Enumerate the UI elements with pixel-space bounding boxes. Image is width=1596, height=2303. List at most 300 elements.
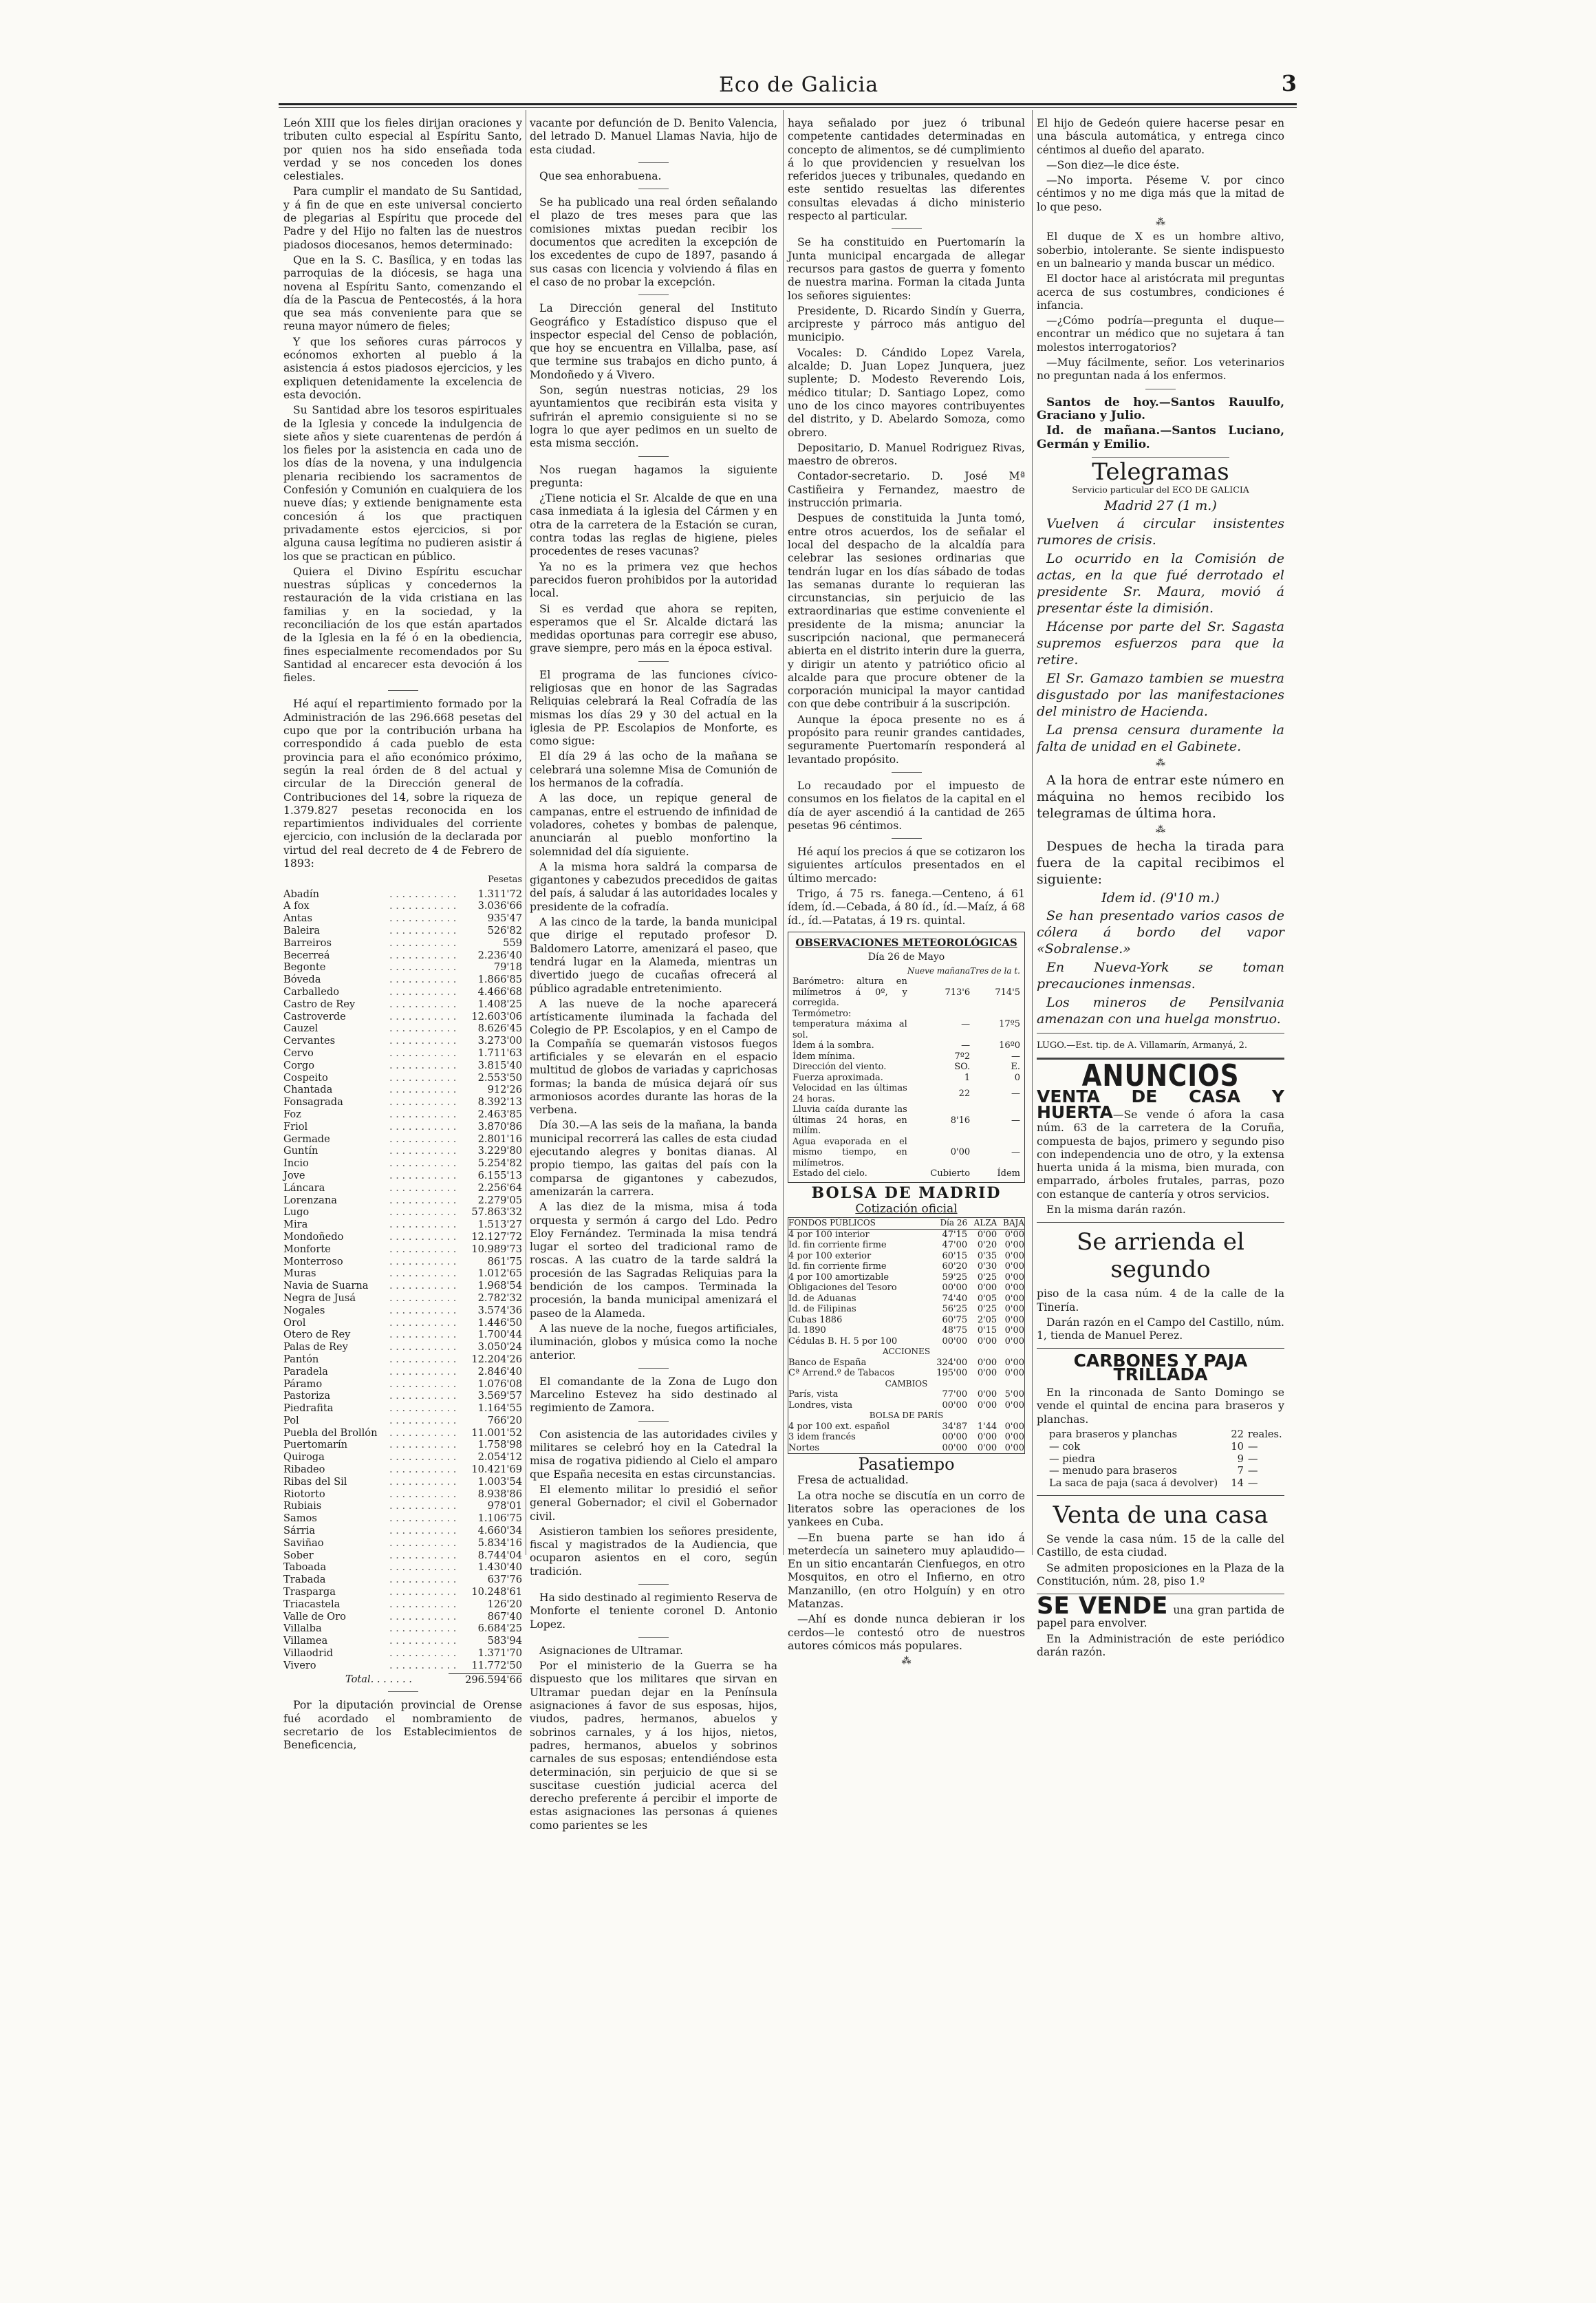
bolsa-label: Londres, vista [788,1400,853,1411]
municipio-name: Otero de Rey [283,1329,351,1341]
bolsa-section-label: CAMBIOS [885,1378,928,1389]
article-paragraph: Asignaciones de Ultramar. [539,1644,684,1657]
bolsa-value: 0'00 [977,1336,998,1347]
ad-text: Se vende la casa núm. 15 de la calle del Castillo, de esta ciudad. [1037,1532,1284,1559]
leader-dots: . . . . . . . . . . . [389,1329,457,1341]
ad-info: En la misma darán razón. [1046,1203,1186,1216]
table-row [1037,1428,1284,1441]
repartimiento-intro: Hé aquí el repartimiento formado por la Administración de las 296.668 pesetas del cupo que por la contribución urbana ha correspondido á cada pueblo de esta provincia para el año económico próximo, según la real órden de 8 del actual y circular de la Dirección general de Contribuciones del 14, sobre la riqueza de 1.379.827 pesetas reconocida en los repartimientos individuales del corriente ejercicio, con inclusión de la declarada por virtud del real decreto de 4 de Febrero de 1893: [283,698,522,870]
municipio-name: Ribas del Sil [283,1475,347,1488]
table-row [792,1062,1020,1073]
table-row [283,950,522,962]
table-row [283,1305,522,1317]
section-divider [388,1691,418,1692]
weather-label: Ídem mínima. [792,1051,855,1062]
table-row [283,998,522,1011]
municipio-amount: 3.050'24 [477,1341,522,1353]
bolsa-label: Nortes [788,1442,820,1453]
municipio-amount: 3.273'00 [477,1035,522,1047]
article-paragraph: Trigo, á 75 rs. fanega.—Centeno, á 61 ídem, íd.—Cebada, á 80 íd., íd.—Maíz, á 68 íd., íd.—Patatas, á 19 rs. quintal. [788,888,1025,927]
section-divider [638,661,669,662]
article-paragraph: Lo recaudado por el impuesto de consumos en los fielatos de la capital en el día de ayer ascendió á la cantidad de 265 pesetas 96 céntimos. [788,779,1025,832]
leader-dots: . . . . . . . . . . . [389,1451,457,1464]
bolsa-value: 00'00 [942,1400,968,1411]
article-paragraph: Presidente, D. Ricardo Sindín y Guerra, arcipreste y párroco más antiguo del municipio. [788,304,1025,344]
table-row [283,925,522,937]
leader-dots: . . . . . . . . . . . [389,1512,457,1525]
weather-table [792,966,1020,1179]
table-row [283,1353,522,1366]
ad-se-vende [1037,1592,1284,1659]
bolsa-value: 0'00 [1004,1432,1024,1443]
table-row [792,1051,1020,1062]
telegram-text: Se han presentado varios casos de cólera á bordo del vapor «Sobralense.» [1037,908,1284,957]
article-paragraph: Para cumplir el mandato de Su Santidad, y á fin de que en este universal concierto de plegarias al Espíritu que procede del Padre y del Hijo no falten las de nuestros piadosos diocesanos, hemos determinado: [283,185,522,251]
table-row [283,1561,522,1574]
table-row [283,1488,522,1501]
section-divider [892,838,922,839]
municipio-amount: 10.989'73 [471,1243,522,1255]
telegram-note: A la hora de entrar este número en máquina no hemos recibido los telegramas de última hora. [1037,772,1284,821]
bolsa-value: 0'05 [977,1293,998,1304]
table-row [283,1108,522,1121]
telegram-text: Lo ocurrido en la Comisión de actas, en la que fué derrotado el presidente Sr. Maura, movió á presentar éste la dimisión. [1037,551,1284,617]
article-paragraph: Nos ruegan hagamos la siguiente pregunta: [530,463,777,489]
section-divider [1037,1495,1284,1496]
bolsa-value: 0'00 [977,1442,998,1453]
weather-afternoon: — [1011,1088,1020,1099]
municipio-amount: 1.513'27 [477,1219,522,1231]
article-paragraph: Son, según nuestras noticias, 29 los ayuntamientos que recibirán esta visita y sufrirán el apremio consiguiente si no se logra lo que ayer pedimos en un suelto de esta misma sección. [530,384,777,450]
table-row [792,1073,1020,1084]
table-row [283,1598,522,1611]
weather-col-afternoon: Tres de la t. [970,965,1020,976]
bolsa-value: 0'00 [1004,1229,1024,1240]
ad-heading: Venta de una casa [1053,1501,1269,1529]
leader-dots: . . . . . . . . . . . [389,1255,457,1267]
municipio-name: Barreiros [283,936,332,949]
municipio-amount: 2.256'64 [477,1181,522,1194]
leader-dots: . . . . . . . . . . . [389,1635,457,1647]
leader-dots: . . . . . . . . . . . [389,1475,457,1488]
municipio-name: Guntín [283,1145,319,1157]
municipio-name: Mira [283,1219,308,1231]
article-paragraph: El día 29 á las ocho de la mañana se celebrará una solemne Misa de Comunión de los hermanos de la cofradía. [530,750,777,790]
leader-dots: . . . . . . . . . . . [389,1108,457,1120]
bolsa-value: 0'00 [977,1368,998,1379]
article-paragraph: Asistieron tambien los señores presidente, fiscal y magistrados de la Audiencia, que ocuparon asientos en el coro, según tradición. [530,1525,777,1578]
price-value: 22 [1231,1428,1244,1440]
pasatiempo-title: Pasatiempo [858,1455,955,1475]
table-row [283,1550,522,1562]
weather-afternoon: — [1011,1147,1020,1158]
bolsa-value: 0'15 [977,1325,998,1336]
bolsa-value: 0'00 [1004,1304,1024,1315]
telegram-text: La prensa censura duramente la falta de unidad en el Gabinete. [1037,722,1284,755]
bolsa-label: Id. fin corriente firme [788,1261,887,1272]
table-row [283,1574,522,1586]
municipio-name: Rubiais [283,1500,322,1512]
bolsa-value: 1'44 [977,1421,998,1432]
ad-venta-casa [1037,1501,1284,1588]
municipio-name: Castro de Rey [283,998,356,1010]
municipio-amount: 2.553'50 [477,1071,522,1084]
municipio-amount: 978'01 [487,1500,522,1512]
bolsa-column-header: BAJA [997,1218,1024,1230]
municipio-amount: 1.012'65 [477,1267,522,1280]
weather-label: Estado del cielo. [792,1168,867,1179]
table-row [788,1218,1025,1230]
column-divider [1032,110,1033,1555]
municipio-name: Villamea [283,1635,328,1647]
telegram-text: El Sr. Gamazo tambien se muestra disgustado por las manifestaciones del ministro de Hacienda. [1037,671,1284,720]
bolsa-label: París, vista [788,1389,839,1400]
weather-label: Barómetro: altura en milímetros á 0º, y corregida. [792,976,907,1009]
article-paragraph: El comandante de la Zona de Lugo don Marcelino Estevez ha sido destinado al regimiento de Zamora. [530,1375,777,1415]
bolsa-table [788,1217,1025,1454]
article-paragraph: Si es verdad que ahora se repiten, esperamos que el Sr. Alcalde dictará las medidas oportunas para corregir ese abuso, grave siempre, pero más en la época estival. [530,602,777,655]
table-row [283,1525,522,1537]
bolsa-label: Cédulas B. H. 5 por 100 [788,1336,898,1347]
leader-dots: . . . . . . . . . . . [389,1096,457,1108]
leader-dots: . . . . . . . . . . . [389,1010,457,1022]
section-divider [1037,1222,1284,1223]
bolsa-value: 0'35 [977,1250,998,1261]
bolsa-label: Id. de Aduanas [788,1293,856,1304]
leader-dots: . . . . . . . . . . . [389,1610,457,1622]
article-paragraph: Vocales: D. Cándido Lopez Varela, alcalde; D. Juan Lopez Junquera, juez suplente; D. Modesto Reverendo Lois, médico titular; D. Santiago Lopez, como uno de los cinco mayores contribuyentes del distrito, y D. Abelardo Somoza, como obrero. [788,346,1025,439]
table-row [283,1439,522,1451]
table-row [283,1047,522,1060]
bolsa-value: 48'75 [942,1325,968,1336]
leader-dots: . . . . . . . . . . . [389,1022,457,1035]
bolsa-value: 0'25 [977,1304,998,1315]
municipio-name: Muras [283,1267,316,1280]
table-row [283,1292,522,1305]
bolsa-value: 56'25 [942,1304,968,1315]
article-paragraph: Por la diputación provincial de Orense fué acordado el nombramiento de secretario de los Establecimientos de Beneficencia, [283,1699,522,1752]
municipio-amount: 10.248'61 [471,1586,522,1598]
price-item: — piedra [1049,1453,1095,1465]
section-divider [638,294,669,295]
municipio-name: Taboada [283,1561,327,1574]
bolsa-value: 324'00 [936,1357,968,1368]
leader-dots: . . . . . . . . . . . [389,974,457,986]
table-row [788,1251,1025,1262]
leader-dots: . . . . . . . . . . . [389,1169,457,1181]
leader-dots: . . . . . . . . . . . [389,1194,457,1206]
section-divider [638,162,669,163]
municipio-amount: 583'94 [487,1635,522,1647]
municipio-name: Becerreá [283,949,330,961]
table-row [283,1402,522,1415]
bolsa-value: 74'40 [942,1293,968,1304]
municipio-name: Sober [283,1549,314,1561]
bolsa-value: 0'00 [1004,1421,1024,1432]
municipio-amount: 12.127'72 [471,1230,522,1243]
table-row [283,1378,522,1391]
article-paragraph: haya señalado por juez ó tribunal competente cantidades determinadas en concepto de alimentos, se dé cumplimiento á lo que providencien y resuelvan los referidos jueces y tribunales, quedando en este sentido resueltas las diferentes consultas elevadas á dicho ministerio respecto al particular. [788,117,1025,223]
article-paragraph: León XIII que los fieles dirijan oraciones y tributen culto especial al Espíritu Santo, por quien nos ha sido enseñada toda verdad y se nos conceden los dones celestiales. [283,117,522,183]
municipio-name: Puertomarín [283,1439,348,1451]
bolsa-label: 3 idem francés [788,1432,856,1443]
municipio-amount: 5.834'16 [477,1536,522,1549]
table-row [788,1358,1025,1369]
leader-dots: . . . . . . . . . . . [389,1206,457,1219]
bolsa-value: 0'00 [1004,1400,1024,1411]
bolsa-value: 00'00 [942,1432,968,1443]
telegram-text: Vuelven á circular insistentes rumores de crisis. [1037,516,1284,548]
weather-morning: 8'16 [950,1115,971,1126]
municipio-name: Pantón [283,1353,319,1365]
article-paragraph: Contador-secretario. D. José Mª Castiñeira y Fernandez, maestro de instrucción primaria. [788,470,1025,510]
municipio-name: Castroverde [283,1010,346,1022]
municipio-name: Samos [283,1512,317,1525]
table-row [283,912,522,925]
municipio-amount: 6.684'25 [477,1622,522,1635]
leader-dots: . . . . . . . . . . . [389,1120,457,1133]
weather-label: Lluvia caída durante las últimas 24 horas, en milím. [792,1104,907,1137]
weather-afternoon: 714'5 [995,987,1020,998]
table-row [788,1379,1025,1390]
municipio-amount: 12.204'26 [471,1353,522,1365]
municipio-name: Foz [283,1108,301,1120]
weather-afternoon: E. [1011,1062,1020,1073]
municipio-name: Lorenzana [283,1194,337,1206]
section-divider [638,1637,669,1638]
newspaper-title: Eco de Galicia [719,73,879,97]
municipio-amount: 1.866'85 [477,974,522,986]
weather-label: Fuerza aproximada. [792,1072,883,1083]
municipio-amount: 766'20 [487,1414,522,1426]
bolsa-value: 0'00 [1004,1325,1024,1336]
leader-dots: . . . . . . . . . . . [389,1622,457,1635]
weather-morning: SO. [954,1062,971,1073]
column-2 [530,117,777,1832]
table-row [283,1096,522,1108]
municipio-amount: 1.311'72 [477,888,522,900]
leader-dots: . . . . . . . . . . . [389,1316,457,1329]
municipio-amount: 935'47 [487,912,522,925]
table-row [788,1240,1025,1251]
leader-dots: . . . . . . . . . . . [389,961,457,974]
leader-dots: . . . . . . . . . . . [389,1659,457,1671]
municipio-name: Piedrafita [283,1402,334,1415]
leader-dots: . . . . . . . . . . . [389,1500,457,1512]
article-paragraph: A las diez de la misma, misa á toda orquesta y sermón á cargo del Ldo. Pedro Eloy Fernández. Terminada la misa tendrá lugar el sorteo del tradicional ramo de roscas. A las cuatro de la tarde saldrá la procesión de las Sagradas Reliquias para la bendición de los campos. Terminada la procesión, la banda municipal amenizará el paseo de la Alameda. [530,1201,777,1320]
leader-dots: . . . . . . . . . . . [389,1035,457,1047]
price-unit: — [1247,1440,1258,1453]
table-row [788,1325,1025,1336]
leader-dots: . . . . . . . . . . . [389,912,457,925]
bolsa-section-label: BOLSA DE PARÍS [869,1411,944,1421]
municipio-name: Trasparga [283,1586,336,1598]
weather-col-morning: Nueve mañana [907,965,971,976]
ad-text: —Se vende ó afora la casa núm. 63 de la carretera de la Coruña, compuesta de bajos, primero y segundo piso con independencia uno de otro, y la extensa huerta unida á la misma, bien murada, con emparrado, árboles frutales, parras, pozo con estanque de cantería y otros servicios. [1037,1108,1284,1201]
municipio-name: A fox [283,900,310,912]
table-row [283,1611,522,1623]
bolsa-value: 60'20 [942,1261,968,1272]
price-item: La saca de paja (saca á devolver) [1049,1477,1218,1490]
table-row [283,961,522,974]
weather-title: OBSERVACIONES METEOROLÓGICAS [795,936,1017,949]
weather-morning: 1 [964,1072,971,1083]
bolsa-label: Id. de Filipinas [788,1304,856,1315]
municipio-name: Antas [283,912,312,925]
municipio-amount: 2.279'05 [477,1194,522,1206]
bolsa-value: 0'00 [1004,1261,1024,1272]
ad-text: piso de la casa núm. 4 de la calle de la Tinería. [1037,1287,1284,1314]
bolsa-label: Cª Arrend.º de Tabacos [788,1368,895,1379]
leader-dots: . . . . . . . . . . . [389,1365,457,1378]
table-row [283,1011,522,1023]
leader-dots: . . . . . . . . . . . [389,1145,457,1157]
telegram-text: Los mineros de Pensilvania amenazan con una huelga monstruo. [1037,995,1284,1027]
price-table [1037,1428,1284,1490]
municipio-name: Carballedo [283,986,339,998]
pasatiempo-text: La otra noche se discutía en un corro de literatos sobre las operaciones de los yankees en Cuba. [788,1489,1025,1529]
table-row [283,1390,522,1402]
table-row [788,1283,1025,1294]
leader-dots: . . . . . . . . . . . [389,925,457,937]
pasatiempo-text: —Ahí es donde nunca debieran ir los cerdos—le contestó otro de nuestros autores cómicos más populares. [788,1613,1025,1652]
municipio-amount: 1.371'70 [477,1647,522,1660]
table-row [788,1272,1025,1283]
table-row [283,1060,522,1072]
bolsa-value: 0'00 [1004,1314,1024,1325]
page-number: 3 [1281,70,1297,96]
table-row [283,986,522,998]
leader-dots: . . . . . . . . . . . [389,936,457,949]
bolsa-label: 4 por 100 ext. español [788,1421,890,1432]
article-paragraph: Se ha publicado una real órden señalando el plazo de tres meses para que las comisiones mixtas puedan recibir los documentos que acrediten la excepción de los excedentes de cupo de 1897, pasando á sus casas con licencia y volviendo á filas en el caso de no probar la excepción. [530,196,777,288]
article-paragraph: Y que los señores curas párrocos y ecónomos exhorten al pueblo á la asistencia á estos piadosos ejercicios, y les expliquen detenidamente la excelencia de esta devoción. [283,335,522,401]
article-paragraph: A la misma hora saldrá la comparsa de gigantones y cabezudos precedidos de gaitas del país, á saludar á las autoridades locales y presidente de la cofradía. [530,860,777,913]
table-row [788,1315,1025,1326]
table-row [788,1422,1025,1433]
municipio-name: Puebla del Brollón [283,1426,378,1439]
table-row [283,1182,522,1195]
bolsa-value: 0'00 [977,1389,998,1400]
table-row [792,1009,1020,1041]
table-row [283,888,522,901]
table-row [283,1145,522,1157]
table-row [283,1451,522,1464]
leader-dots: . . . . . . . . . . . [389,1280,457,1292]
municipio-name: Pastoriza [283,1390,331,1402]
article-paragraph: Ha sido destinado al regimiento Reserva de Monforte el teniente coronel D. Antonio Lopez. [530,1591,777,1631]
article-paragraph: El elemento militar lo presidió el señor general Gobernador; el civil el Gobernador civil. [530,1483,777,1523]
weather-afternoon: Ídem [997,1168,1020,1179]
table-row [283,1084,522,1096]
weather-label: Dirección del viento. [792,1062,887,1073]
municipio-amount: 2.054'12 [477,1451,522,1464]
municipio-amount: 3.569'57 [477,1390,522,1402]
leader-dots: . . . . . . . . . . . [389,1133,457,1145]
ad-heading: CARBONES Y PAJA TRILLADA [1073,1351,1248,1384]
telegram-dateline: Idem id. (9'10 m.) [1101,890,1220,906]
table-row [283,1537,522,1550]
municipio-name: Monterroso [283,1255,343,1267]
municipio-name: Corgo [283,1059,315,1071]
price-item: para braseros y planchas [1049,1428,1178,1440]
leader-dots: . . . . . . . . . . . [389,900,457,912]
table-row [283,1427,522,1439]
ad-text: En la rinconada de Santo Domingo se vende el quintal de encina para braseros y planchas. [1037,1386,1284,1426]
table-row [788,1400,1025,1411]
bolsa-value: 59'25 [942,1272,968,1283]
bolsa-value: 60'15 [942,1250,968,1261]
table-row [283,1586,522,1598]
leader-dots: . . . . . . . . . . . [389,1378,457,1390]
table-row [1037,1453,1284,1466]
leader-dots: . . . . . . . . . . . [389,1561,457,1574]
bolsa-value: 0'00 [1004,1283,1024,1294]
bolsa-label: 4 por 100 amortizable [788,1272,889,1283]
leader-dots: . . . . . . . . . . . [389,1598,457,1610]
table-row [283,1660,522,1672]
municipio-amount: 1.003'54 [477,1475,522,1488]
table-row [792,976,1020,1009]
ad-info: En la Administración de este periódico darán razón. [1037,1632,1284,1659]
article-paragraph: Hé aquí los precios á que se cotizaron los siguientes artículos presentados en el último mercado: [788,846,1025,885]
article-paragraph: Con asistencia de las autoridades civiles y militares se celebró hoy en la Catedral la misa de rogativa pidiendo al Cielo el amparo que España necesita en estas circunstancias. [530,1428,777,1481]
municipio-name: Palas de Rey [283,1341,348,1353]
column-divider [783,110,784,1555]
municipio-amount: 5.254'82 [477,1157,522,1170]
bolsa-value: 77'00 [942,1389,968,1400]
bolsa-column-header: Día 26 [928,1218,968,1230]
weather-morning: 0'00 [950,1147,971,1158]
leader-dots: . . . . . . . . . . . [389,1586,457,1598]
ad-heading: SE VENDE [1037,1592,1168,1620]
leader-dots: . . . . . . . . . . . [389,1304,457,1316]
leader-dots: . . . . . . . . . . . [389,1353,457,1365]
municipio-amount: 2.236'40 [477,949,522,961]
leader-dots: . . . . . . . . . . . [389,1071,457,1084]
table-row [283,937,522,950]
weather-afternoon: 17º5 [999,1019,1020,1030]
table-row [792,1104,1020,1137]
municipio-amount: 1.430'40 [477,1561,522,1574]
table-row [792,1137,1020,1169]
article-paragraph: Que sea enhorabuena. [539,169,662,182]
leader-dots: . . . . . . . . . . . [389,1536,457,1549]
bolsa-value: 195'00 [936,1368,968,1379]
municipio-amount: 1.700'44 [477,1329,522,1341]
bolsa-value: 60'75 [942,1314,968,1325]
imprenta-line: LUGO.—Est. tip. de A. Villamarín, Armanyá, 2. [1037,1040,1247,1051]
bolsa-value: 00'00 [942,1283,968,1294]
servicio-line: Servicio particular del ECO DE GALICIA [1072,484,1249,495]
municipio-name: Jove [283,1169,305,1181]
municipio-amount: 526'82 [487,925,522,937]
leader-dots: . . . . . . . . . . . [389,1426,457,1439]
bolsa-value: 0'00 [977,1400,998,1411]
table-row [283,1366,522,1378]
bolsa-value: 0'30 [977,1261,998,1272]
article-paragraph: La Dirección general del Instituto Geográfico y Estadístico dispuso que el inspector especial del Censo de población, que hoy se encuentra en Villalba, pase, así que termine sus trabajos en dicho punto, á Mondoñedo y á Vivero. [530,302,777,381]
column-3 [788,117,1025,1667]
asterism: ⁂ [1156,824,1165,835]
table-row [788,1261,1025,1272]
municipio-name: Quiroga [283,1451,325,1464]
telegramas-title: Telegramas [1092,458,1229,486]
municipio-amount: 1.711'63 [477,1047,522,1059]
municipio-amount: 637'76 [487,1574,522,1586]
weather-morning: — [961,1019,971,1030]
municipio-name: Incio [283,1157,309,1170]
